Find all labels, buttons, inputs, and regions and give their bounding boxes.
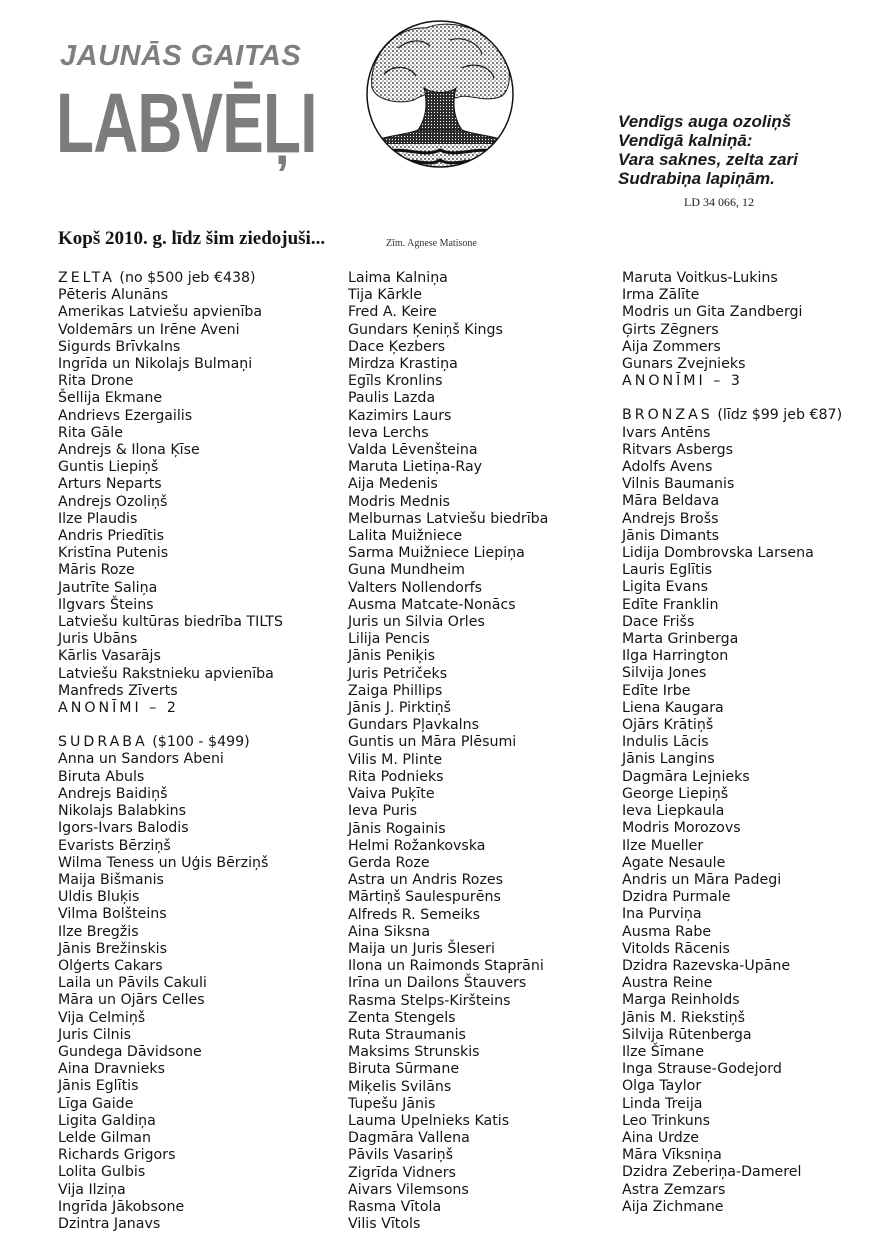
donor-name: Dzidra Zeberiņa-Damerel: [622, 1164, 802, 1181]
donor-name: Ivars Antēns: [622, 424, 711, 441]
donor-name: Indulis Lācis: [622, 734, 709, 751]
donor-name: Rita Drone: [58, 373, 134, 390]
donor-name: Rita Gāle: [58, 424, 123, 441]
donor-name: Agate Nesaule: [622, 854, 726, 871]
donor-name: Jānis Eglītis: [58, 1078, 139, 1095]
donor-name: Modris Morozovs: [622, 820, 741, 837]
donor-name: Igors-Ivars Balodis: [58, 820, 189, 837]
donor-column-1: [58, 270, 333, 1233]
donor-name: Zaiga Phillips: [348, 682, 443, 699]
donor-name: Egīls Kronlins: [348, 373, 443, 390]
illustration-credit: Zīm. Agnese Matisone: [386, 238, 477, 249]
tier-heading: [58, 270, 333, 287]
donor-name: Vilis Vītols: [348, 1216, 421, 1233]
donor-name: Vilis M. Plinte: [348, 751, 443, 768]
donor-name: Maija un Juris Šleseri: [348, 940, 495, 957]
donor-name: Māra Beldava: [622, 493, 720, 510]
donor-name: Helmi Rožankovska: [348, 837, 486, 854]
anonymous-donors: ANONĪMI – 2: [58, 700, 179, 717]
donor-name: Jautrīte Saliņa: [58, 579, 158, 596]
donor-name: Pēteris Alunāns: [58, 287, 168, 304]
verse-line: Sudrabiņa lapiņām.: [618, 169, 775, 188]
donor-name: Pāvils Vasariņš: [348, 1147, 453, 1164]
donor-name: Latviešu Rakstnieku apvienība: [58, 665, 274, 682]
donor-name: Māra Vīksniņa: [622, 1147, 722, 1164]
section-spacer: [58, 717, 333, 734]
intro-line: Kopš 2010. g. līdz šim ziedojuši...: [58, 228, 326, 249]
donor-name: Kārlis Vasarājs: [58, 648, 161, 665]
donor-name: Lalita Muižniece: [348, 528, 463, 545]
donor-name: Silvija Jones: [622, 665, 707, 682]
donor-name: Andris un Māra Padegi: [622, 871, 782, 888]
verse-reference: LD 34 066, 12: [684, 195, 754, 209]
donor-name: Modris Mednis: [348, 493, 450, 510]
donor-name: Vija Ilziņa: [58, 1181, 126, 1198]
donor-name: Ruta Straumanis: [348, 1026, 466, 1043]
donor-name: Andris Priedītis: [58, 528, 165, 545]
donor-name: Guna Mundheim: [348, 562, 465, 579]
donor-name: Andrejs & Ilona Ķīse: [58, 442, 200, 459]
donor-name: Aina Urdze: [622, 1129, 699, 1146]
donor-name: Maruta Voitkus-Lukins: [622, 270, 778, 286]
donor-name: Nikolajs Balabkins: [58, 803, 187, 820]
donor-name: Ina Purviņa: [622, 906, 702, 923]
oak-tree-illustration: [364, 18, 516, 234]
donor-name: Jānis Langins: [622, 751, 715, 768]
donor-name: Ingrīda Jākobsone: [58, 1198, 185, 1215]
tier-name: ZELTA: [58, 270, 115, 286]
verse-line: Vara saknes, zelta zari: [618, 150, 798, 169]
donor-name: Ieva Puris: [348, 803, 417, 820]
anonymous-donors: ANONĪMI – 3: [622, 373, 743, 390]
donor-name: Andrejs Brošs: [622, 510, 719, 527]
donor-name: Jānis Dimants: [622, 527, 720, 544]
donor-name: Vija Celmiņš: [58, 1009, 146, 1026]
donor-name: Anna un Sandors Abeni: [58, 751, 224, 768]
donor-name: Gunars Zvejnieks: [622, 356, 746, 373]
donor-name: Šellija Ekmane: [58, 390, 163, 407]
donor-name: Rita Podnieks: [348, 768, 444, 785]
donor-name: Manfreds Zīverts: [58, 682, 178, 699]
donor-name: Juris Cilnis: [58, 1026, 131, 1043]
donor-name: Edīte Franklin: [622, 596, 719, 613]
donor-name: Rasma Stelps-Kiršteins: [348, 992, 511, 1009]
donor-name: Ligita Evans: [622, 579, 708, 596]
donor-name: Dace Frišs: [622, 613, 695, 630]
donor-name: Vilma Bolšteins: [58, 906, 167, 923]
donor-name: Valda Lēvenšteina: [348, 442, 478, 459]
donor-name: Juris un Silvia Orles: [348, 614, 485, 631]
tier-name: SUDRABA: [58, 734, 148, 751]
donor-name: Leo Trinkuns: [622, 1112, 711, 1129]
donor-name: Biruta Abuls: [58, 768, 145, 785]
donor-name: Lelde Gilman: [58, 1129, 151, 1146]
donor-name: Maruta Lietiņa-Ray: [348, 459, 483, 476]
donor-name: Jānis Brežinskis: [58, 940, 168, 957]
donor-name: Irma Zālīte: [622, 287, 700, 304]
donor-name: Sigurds Brīvkalns: [58, 338, 181, 355]
donor-name: Liena Kaugara: [622, 699, 724, 716]
donor-name: Juris Ubāns: [58, 631, 138, 648]
donor-name: Gundega Dāvidsone: [58, 1043, 202, 1060]
donor-name: Lolita Gulbis: [58, 1164, 146, 1181]
donor-name: Zenta Stengels: [348, 1009, 456, 1026]
donor-name: Lauma Upelnieks Katis: [348, 1112, 510, 1129]
donor-name: Ausma Rabe: [622, 923, 712, 940]
donor-name: Olģerts Cakars: [58, 957, 163, 974]
donor-name: Marga Reinholds: [622, 992, 740, 1009]
donor-name: Mirdza Krastiņa: [348, 356, 458, 373]
donor-name: Dagmāra Vallena: [348, 1130, 470, 1147]
donor-name: Dzintra Janavs: [58, 1215, 161, 1232]
oak-tree-icon: [364, 18, 516, 170]
donor-name: Edīte Irbe: [622, 682, 691, 699]
donor-name: Dagmāra Lejnieks: [622, 768, 750, 785]
donor-name: Aina Dravnieks: [58, 1061, 165, 1078]
donor-name: Paulis Lazda: [348, 390, 436, 407]
donor-name: Laila un Pāvils Cakuli: [58, 975, 207, 992]
donor-name: Astra un Andris Rozes: [348, 872, 504, 889]
section-spacer: [622, 390, 872, 407]
donor-name: Vilnis Baumanis: [622, 476, 735, 493]
masthead: [56, 40, 356, 170]
donor-name: Latviešu kultūras biedrība TILTS: [58, 614, 283, 631]
donor-name: Mārtiņš Saulespurēns: [348, 889, 501, 906]
tier-heading: [58, 734, 333, 751]
donor-name: Voldemārs un Irēne Aveni: [58, 321, 240, 338]
donor-name: Evarists Bērziņš: [58, 837, 171, 854]
donor-name: Marta Grinberga: [622, 631, 739, 648]
donor-name: George Liepiņš: [622, 785, 729, 802]
donor-name: Gundars Ķeniņš Kings: [348, 321, 503, 338]
donor-name: Aija Zommers: [622, 338, 721, 355]
donor-name: Miķelis Svilāns: [348, 1078, 452, 1095]
donor-name: Wilma Teness un Uģis Bērziņš: [58, 854, 269, 871]
donor-name: Jānis M. Riekstiņš: [622, 1009, 745, 1026]
donor-name: Ilze Plaudis: [58, 510, 138, 527]
donor-name: Biruta Sūrmane: [348, 1061, 460, 1078]
donor-name: Jānis Rogainis: [348, 820, 446, 837]
donor-name: Jānis J. Pirktiņš: [348, 700, 452, 717]
donor-name: Lauris Eglītis: [622, 562, 713, 579]
donor-name: Andrejs Baidiņš: [58, 785, 168, 802]
donor-name: Māra un Ojārs Celles: [58, 992, 205, 1009]
donor-name: Melburnas Latviešu biedrība: [348, 510, 549, 527]
donor-name: Modris un Gita Zandbergi: [622, 304, 803, 321]
donor-name: Guntis un Māra Plēsumi: [348, 734, 517, 751]
donor-name: Lidija Dombrovska Larsena: [622, 545, 814, 562]
page-title: LABVĒĻI: [56, 76, 317, 170]
donor-name: Adolfs Avens: [622, 459, 713, 476]
donor-name: Dace Ķezbers: [348, 338, 446, 355]
donor-name: Laima Kalniņa: [348, 270, 448, 286]
donor-name: Andrievs Ezergailis: [58, 407, 193, 424]
donor-name: Irīna un Dailons Štauvers: [348, 975, 527, 992]
donor-name: Vitolds Rācenis: [622, 940, 730, 957]
donor-name: Linda Treija: [622, 1095, 703, 1112]
donor-name: Olga Taylor: [622, 1078, 702, 1095]
donor-name: Inga Strause-Godejord: [622, 1061, 782, 1078]
tier-heading: [622, 407, 872, 424]
donor-name: Dzidra Purmale: [622, 889, 731, 906]
donor-name: Ilze Mueller: [622, 837, 704, 854]
donor-column-2: [348, 270, 608, 1233]
donor-name: Gerda Roze: [348, 854, 430, 871]
donor-name: Lilija Pencis: [348, 631, 430, 648]
donor-name: Valters Nollendorfs: [348, 579, 483, 596]
donor-name: Aija Medenis: [348, 476, 438, 493]
donor-name: Ilze Šīmane: [622, 1043, 704, 1060]
tier-range: (līdz $99 jeb €87): [717, 407, 843, 424]
donor-name: Rasma Vītola: [348, 1198, 442, 1215]
donor-name: Ilona un Raimonds Staprāni: [348, 958, 544, 975]
verse-line: Vendīgs auga ozoliņš: [618, 112, 792, 131]
donor-name: Andrejs Ozoliņš: [58, 493, 168, 510]
donor-name: Kristīna Putenis: [58, 545, 169, 562]
folk-song-verse: [618, 112, 868, 188]
donor-name: Aina Siksna: [348, 923, 431, 940]
donor-name: Kazimirs Laurs: [348, 407, 452, 424]
donor-name: Ilze Bregžis: [58, 923, 139, 940]
donor-name: Uldis Bluķis: [58, 889, 140, 906]
donor-name: Astra Zemzars: [622, 1181, 726, 1198]
donor-name: Fred A. Keire: [348, 304, 437, 321]
donor-name: Amerikas Latviešu apvienība: [58, 304, 263, 321]
tier-name: BRONZAS: [622, 407, 713, 424]
donor-name: Dzidra Razevska-Upāne: [622, 957, 791, 974]
donor-name: Ilga Harrington: [622, 648, 729, 665]
donor-column-3: [622, 270, 872, 1216]
donor-name: Richards Grigors: [58, 1147, 176, 1164]
donor-name: Ojārs Krātiņš: [622, 717, 714, 734]
donor-name: Guntis Liepiņš: [58, 459, 159, 476]
donor-name: Ligita Galdiņa: [58, 1112, 156, 1129]
donor-name: Ieva Lerchs: [348, 424, 429, 441]
tier-range: (no $500 jeb €438): [119, 270, 256, 286]
donor-name: Ingrīda un Nikolajs Bulmaņi: [58, 356, 253, 373]
verse-line: Vendīgā kalniņā:: [618, 131, 753, 150]
series-title: JAUNĀS GAITAS: [60, 40, 302, 72]
donor-name: Juris Petričeks: [348, 665, 448, 682]
donor-name: Ilgvars Šteins: [58, 596, 154, 613]
donor-name: Tija Kārkle: [348, 287, 423, 304]
donor-name: Ieva Liepkaula: [622, 803, 725, 820]
donor-name: Maksims Strunskis: [348, 1044, 480, 1061]
donor-name: Aija Zichmane: [622, 1198, 724, 1215]
donor-name: Jānis Peniķis: [348, 648, 435, 665]
donor-name: Austra Reine: [622, 975, 713, 992]
tier-range: ($100 - $499): [152, 734, 250, 751]
donor-name: Aivars Vilemsons: [348, 1181, 469, 1198]
donor-name: Tupešu Jānis: [348, 1095, 436, 1112]
donor-name: Ritvars Asbergs: [622, 441, 733, 458]
donor-name: Ausma Matcate-Nonācs: [348, 596, 516, 613]
donor-name: Maija Bišmanis: [58, 871, 164, 888]
donor-name: Zigrīda Vidners: [348, 1164, 456, 1181]
donor-name: Ģirts Zēgners: [622, 321, 719, 338]
donor-name: Sarma Muižniece Liepiņa: [348, 545, 525, 562]
donor-name: Māris Roze: [58, 562, 135, 579]
donor-name: Arturs Neparts: [58, 476, 162, 493]
donor-name: Vaiva Puķīte: [348, 786, 435, 803]
donor-name: Līga Gaide: [58, 1095, 134, 1112]
donor-name: Alfreds R. Semeiks: [348, 906, 481, 923]
donor-name: Gundars Pļavkalns: [348, 717, 479, 734]
donor-name: Silvija Rūtenberga: [622, 1026, 752, 1043]
